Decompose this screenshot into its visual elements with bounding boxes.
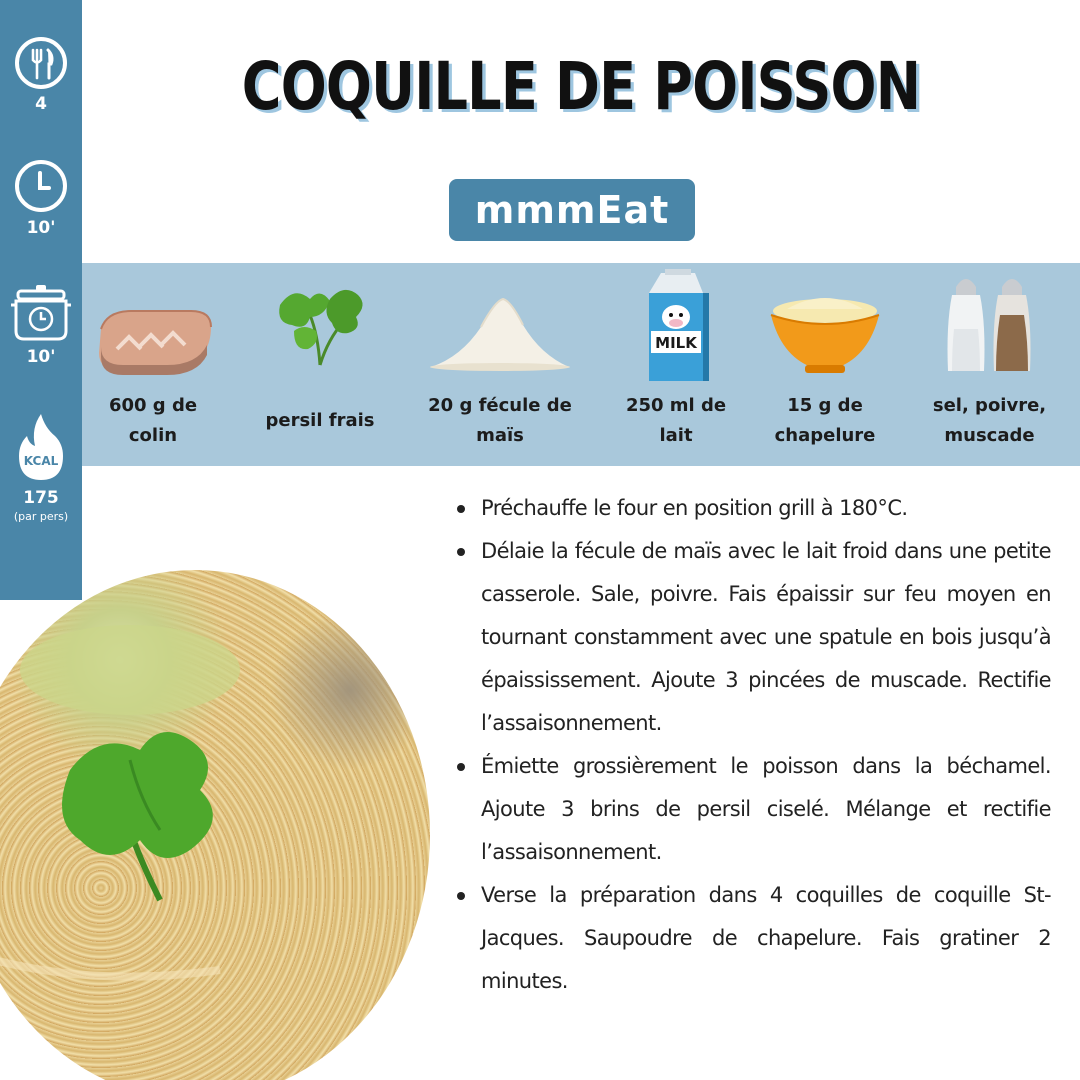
calories-note: (par pers) [13, 510, 69, 523]
brand-badge: mmmEat [449, 179, 695, 241]
ingredient-item-chapelure [759, 263, 891, 466]
clock-icon [13, 158, 69, 214]
info-sidebar [0, 0, 82, 600]
parsley-garnish-icon [0, 570, 430, 1080]
recipe-title: COQUILLE DE POISSON [241, 48, 921, 125]
servings-value: 4 [35, 94, 47, 114]
flour-pile-icon [425, 275, 575, 375]
dish-photo [0, 570, 430, 1080]
ingredients-band [82, 263, 1080, 466]
fork-knife-icon [14, 36, 68, 90]
cook-time-value: 10' [26, 347, 56, 367]
step-item: Délaie la fécule de maïs avec le lait froid dans une petite casserole. Sale, poivre. Fais épaissir sur feu moyen en tournant constamment avec une spatule en bois jusqu’à épaississement. Ajoute 3 pincées de muscade. Rectifie l’assaisonnement. [455, 530, 1051, 745]
ingredient-item-colin [82, 263, 224, 466]
step-item: Émiette grossièrement le poisson dans la béchamel. Ajoute 3 brins de persil ciselé. Mélange et rectifie l’assaisonnement. [455, 745, 1051, 874]
servings-block [0, 36, 82, 114]
ingredient-item-fecule [415, 263, 585, 466]
fish-fillet-icon [87, 285, 219, 381]
ingredient-item-assaisonnement [917, 263, 1062, 466]
recipe-steps [455, 487, 1051, 1003]
cooking-pot-timer-icon [8, 283, 74, 343]
ingredient-item-persil [254, 263, 386, 466]
ingredient-label: 250 ml de lait [625, 395, 727, 446]
ingredient-label: persil frais [265, 410, 375, 431]
ingredient-label: 20 g fécule de maïs [428, 395, 572, 446]
flame-icon [9, 410, 73, 484]
milk-label-text: MILK [655, 334, 697, 352]
milk-carton-icon [641, 269, 711, 383]
prep-time-block [0, 158, 82, 238]
breadcrumb-bowl-icon [767, 285, 883, 381]
ingredient-item-lait [612, 263, 740, 466]
step-item: Verse la préparation dans 4 coquilles de coquille St-Jacques. Saupoudre de chapelure. Fais gratiner 2 minutes. [455, 874, 1051, 1003]
salt-pepper-icon [940, 269, 1040, 381]
ingredient-label: 600 g de colin [108, 395, 198, 446]
parsley-icon [270, 275, 370, 375]
ingredient-label: 15 g de chapelure [774, 395, 876, 446]
kcal-badge-text: KCAL [23, 454, 59, 468]
prep-time-value: 10' [26, 218, 56, 238]
calories-block [0, 410, 82, 523]
calories-value: 175 [23, 488, 59, 508]
ingredient-label: sel, poivre, muscade [932, 395, 1047, 446]
cook-time-block [0, 283, 82, 367]
step-item: Préchauffe le four en position grill à 180°C. [455, 487, 1051, 530]
